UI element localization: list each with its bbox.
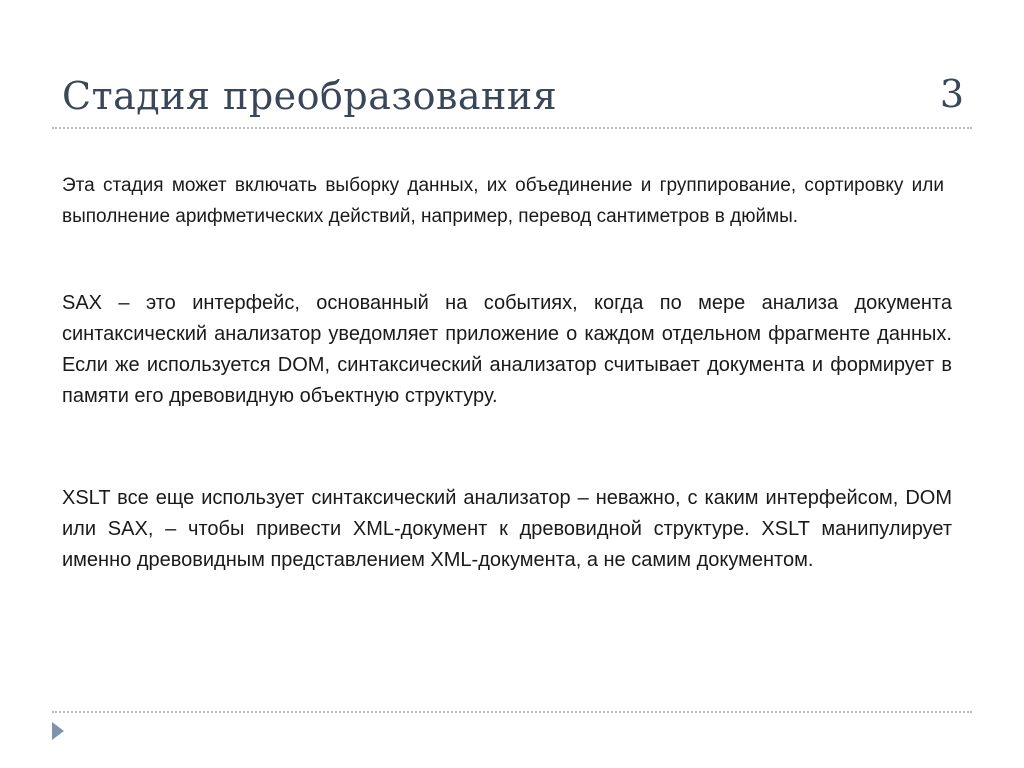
arrow-right-icon	[52, 722, 64, 740]
slide-number: 3	[939, 72, 964, 116]
paragraph-transformation-stage: Эта стадия может включать выборку данных, их объединение и группирование, сортировку или выполнение арифметических действий, например, перевод сантиметров в дюймы.	[62, 175, 944, 227]
slide-title: Стадия преобразования	[62, 74, 558, 118]
paragraph-xslt: XSLT все еще использует синтаксический анализатор – неважно, с каким интерфейсом, DOM или SAX, – чтобы привести XML-документ к древовидной структуре. XSLT манипулирует именно древовидным представлением XML-документа, а не самим документом.	[62, 487, 952, 571]
footer-divider	[52, 711, 972, 713]
paragraph-sax-dom: SAX – это интерфейс, основанный на событиях, когда по мере анализа документа синтаксический анализатор уведомляет приложение о каждом отдельном фрагменте данных. Если же используется DOM, синтаксический анализатор считывает документа и формирует в памяти его древовидную объектную структуру.	[62, 292, 952, 407]
title-divider	[52, 127, 972, 129]
